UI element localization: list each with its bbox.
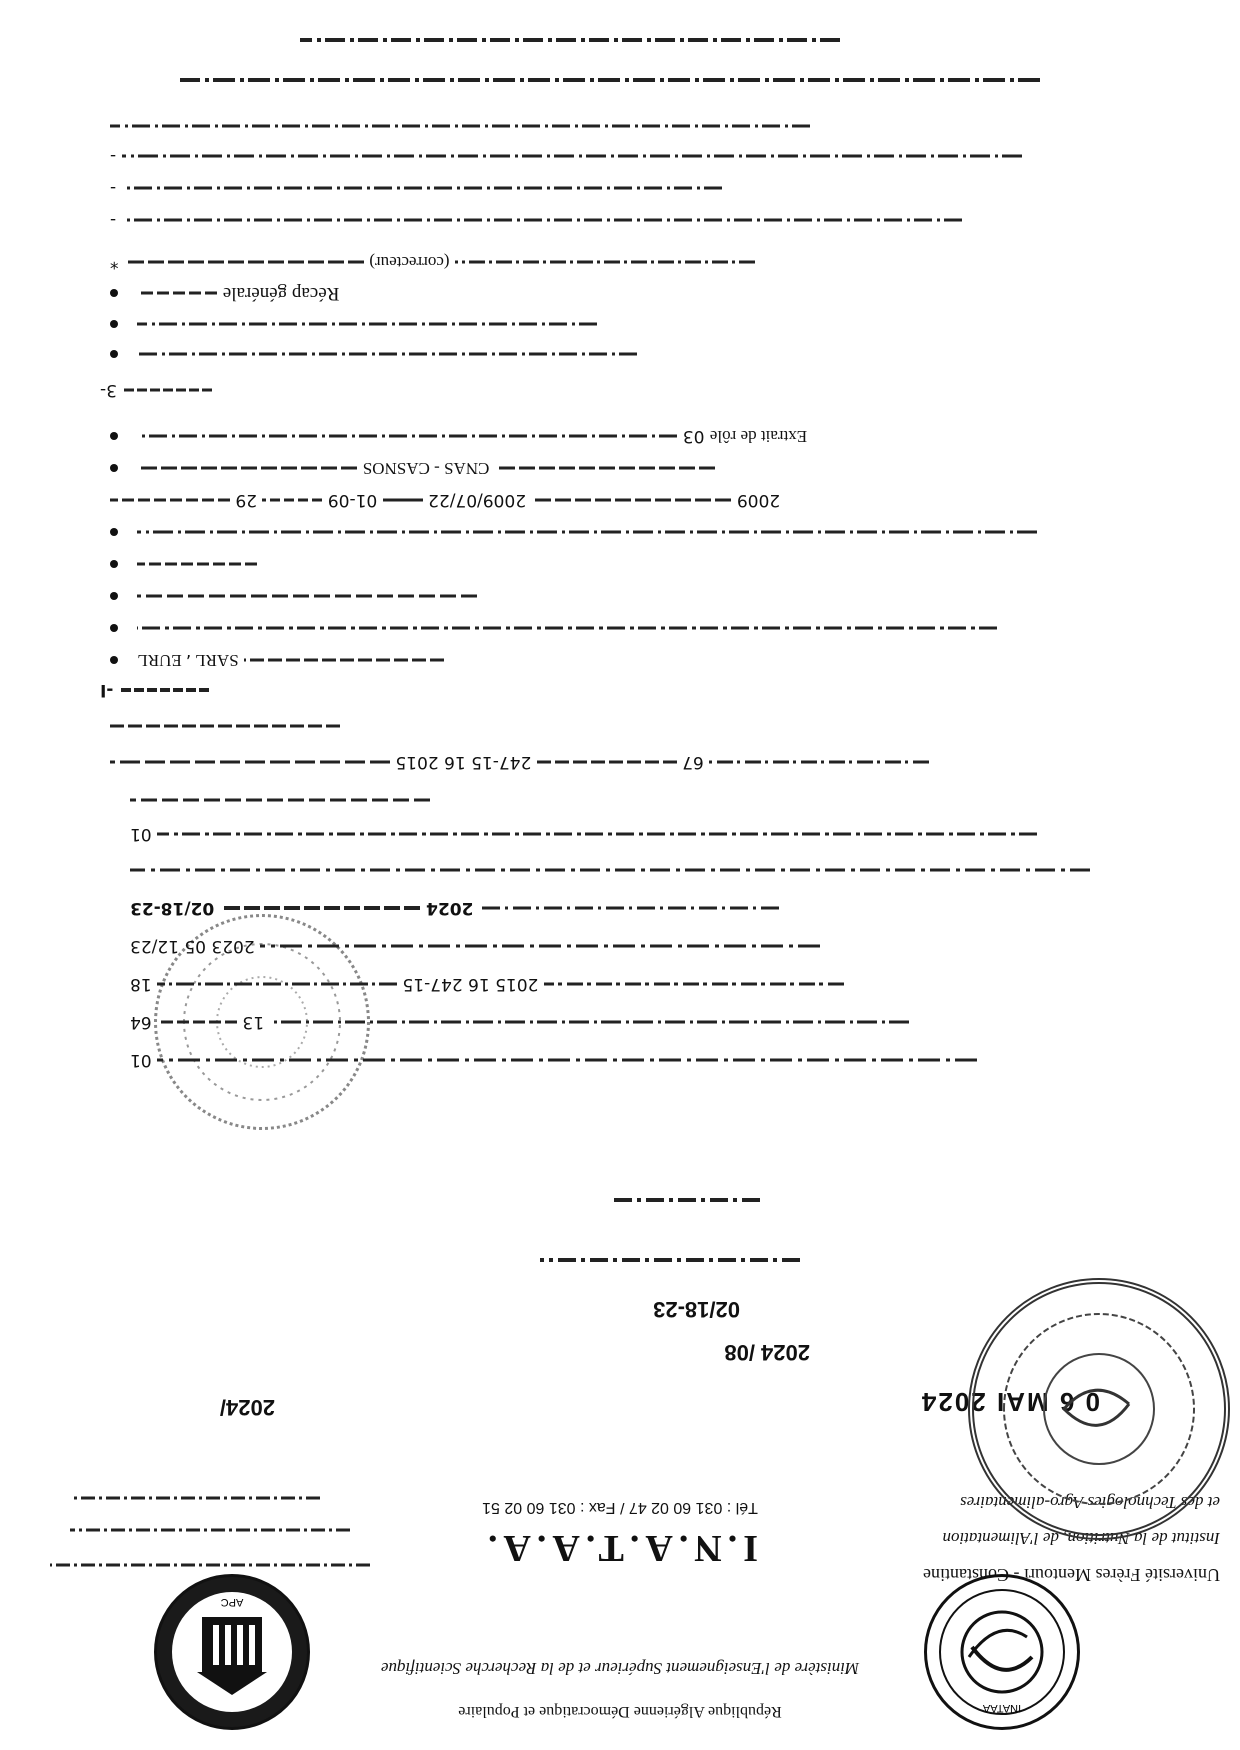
section-3-heading [100, 380, 240, 400]
day-16: 16 [468, 974, 490, 994]
arabic-scribble-aa [137, 428, 677, 444]
body-line-2009 [110, 490, 1110, 510]
body-line-4 [130, 936, 1110, 956]
arabic-scribble-ee [137, 285, 217, 301]
arabic-scribble-g [479, 900, 779, 916]
university-name: Université Frères Mentouri - Constantine [923, 1565, 1220, 1585]
logo-left-label: INATAA [982, 1702, 1022, 1714]
body-line-5 [130, 898, 1110, 918]
article-67: 67 [682, 752, 704, 772]
title-line-1 [180, 70, 1060, 90]
correcteur-text: (correcteur) [369, 253, 450, 272]
bullet-icon [110, 432, 118, 440]
arabic-scribble-k [110, 754, 390, 770]
date-year: 2024/ [219, 1395, 275, 1420]
arabic-scribble-j [130, 792, 430, 808]
arabic-scribble-dd [137, 316, 597, 332]
bullet-item-cnas [110, 458, 1110, 478]
bullet-item-4 [110, 554, 1110, 574]
arabic-scribble-e [260, 938, 820, 954]
stamp-seal-icon [974, 1284, 1224, 1534]
stamp-date: 0 6 MAI 2024 [919, 1387, 1100, 1417]
decree-247: 247-15 [402, 974, 463, 994]
art-18: 18 [130, 974, 152, 994]
dash-item-1 [110, 210, 1110, 230]
arabic-scribble-l [537, 754, 677, 770]
arabic-scribble-m [709, 754, 929, 770]
body-line-10 [110, 716, 360, 736]
arabic-scribble-u [110, 492, 230, 508]
arabic-scribble-c [157, 976, 397, 992]
date-12-23: 12/23 [130, 936, 179, 956]
bullet-item-sarl [110, 650, 1110, 670]
republic-text: République Algérienne Démocratique et Populaire [458, 1703, 782, 1720]
arabic-scribble-w [383, 492, 423, 508]
institute-name-line2: et des Technologies Agro-alimentaires [960, 1493, 1220, 1512]
year-2024: 2024 [426, 898, 474, 918]
arabic-scribble-ff [124, 254, 364, 270]
arabic-scribble-hh [122, 212, 962, 228]
day-16-b: 16 [444, 752, 466, 772]
date-05: 05 [184, 936, 207, 956]
bullet-item-2 [110, 618, 1110, 638]
arabic-scribble-a [157, 1014, 237, 1030]
bullet-item-b [110, 314, 1110, 334]
bullet-item-extrait [110, 426, 1110, 446]
bullet-icon [110, 320, 118, 328]
arabic-scribble-z [495, 460, 715, 476]
arabic-scribble-cc [137, 346, 637, 362]
arabic-scribble-gg [455, 254, 755, 270]
year-2015: 2015 [495, 974, 539, 994]
art-01b: 01 [130, 1050, 152, 1070]
logo-right-label: APC [220, 1596, 244, 1608]
art-01: 01 [130, 824, 152, 844]
ministry-line [330, 1658, 910, 1678]
phone-fax: Tél : 031 60 02 47 / Fax : 031 60 02 51 [482, 1499, 758, 1516]
arabic-scribble-h [130, 862, 1090, 878]
extrait-text: Extrait de rôle [709, 427, 808, 446]
arabic-scribble-v [262, 492, 322, 508]
arabic-scribble-d [544, 976, 844, 992]
arabic-scribble-x [531, 492, 731, 508]
arabic-scribble-bb [122, 382, 212, 398]
bullet-icon [110, 592, 118, 600]
arabic-scribble-t [137, 524, 1037, 540]
ministry-text: Ministère de l'Enseignement Supérieur et de la Recherche Scientifique [380, 1659, 860, 1678]
bullet-item-a [110, 344, 1110, 364]
cnas-text: CNAS - CASNOS [362, 459, 490, 478]
bullet-item-recap [110, 282, 1110, 304]
body-line-8 [130, 790, 460, 810]
arabic-scribble-o [119, 682, 209, 698]
body-line-3 [130, 974, 1110, 994]
signature-block [440, 1166, 820, 1280]
bullet-icon [110, 350, 118, 358]
reference-number: 2024 /08 [724, 1340, 810, 1365]
arabic-scribble-s [137, 556, 257, 572]
arabic-script-scribble [157, 1052, 977, 1068]
dash-icon: - [110, 146, 117, 166]
arabic-header-block [30, 1486, 380, 1580]
arabic-header-scribble [30, 1490, 380, 1580]
dash-icon: - [110, 210, 117, 230]
official-stamp [968, 1278, 1230, 1540]
arabic-scribble-ii [122, 180, 722, 196]
law-13: 13 [242, 1012, 265, 1032]
body-line-1 [130, 1050, 1110, 1070]
arabic-scribble-jj [122, 148, 1022, 164]
institute-acronym: I.N.A.T.A.A. [481, 1527, 759, 1569]
arabic-scribble-kk [110, 118, 810, 134]
bullet-item-3 [110, 586, 1110, 606]
law-num-29: 29 [235, 490, 258, 510]
arabic-scribble-y [137, 460, 357, 476]
bullet-icon [110, 528, 118, 536]
signature-scribble [440, 1170, 820, 1280]
extrait-years: 03 [682, 426, 705, 446]
arabic-scribble-p [244, 652, 444, 668]
republic-line [330, 1702, 910, 1720]
institute-name-line1: Institut de la Nutrition, de l'Alimentation [942, 1529, 1220, 1548]
institute-logo [924, 1574, 1080, 1730]
body-line-last [110, 116, 1110, 136]
municipal-logo [154, 1574, 310, 1730]
dash-item-2 [110, 178, 1110, 198]
bullet-icon [110, 464, 118, 472]
title-line-2 [300, 30, 860, 50]
bullet-item-5 [110, 522, 1110, 542]
section-1-heading [100, 680, 240, 700]
decree-number: 02/18-23 [653, 1297, 740, 1322]
body-line-2 [130, 1012, 1110, 1032]
arabic-scribble-q [137, 620, 997, 636]
section-3-label: -3 [100, 380, 117, 400]
building-emblem-icon [157, 1577, 307, 1727]
decree-247-b: 247-15 [471, 752, 532, 772]
arabic-scribble-f [220, 900, 420, 916]
body-line-6 [130, 860, 1110, 880]
arabic-title-scribble-2 [300, 31, 840, 49]
decree-ref: 02/18-23 [130, 898, 215, 918]
bullet-icon [110, 656, 118, 664]
recap-text: Récap générale [222, 283, 340, 304]
body-line-9 [110, 752, 1110, 772]
bullet-item-correcteur [110, 252, 1110, 272]
sarl-text: SARL ، EURL [137, 651, 239, 670]
law-64: 64 [130, 1012, 152, 1032]
law-ref-01-09: 01-09 [327, 490, 378, 510]
section-1-label: I- [100, 680, 114, 700]
arabic-scribble-i [157, 826, 1037, 842]
bullet-icon [110, 624, 118, 632]
year-2009: 2009 [736, 490, 781, 510]
arabic-title-scribble-1 [180, 71, 1040, 89]
logo-emblem-icon [927, 1577, 1077, 1727]
date-2009-07-22: 2009/07/22 [428, 490, 527, 510]
arabic-scribble-b [270, 1014, 910, 1030]
arabic-scribble-r [137, 588, 477, 604]
asterisk-icon: * [110, 252, 119, 272]
bullet-icon [110, 560, 118, 568]
body-line-7 [130, 824, 1110, 844]
dash-item-3 [110, 146, 1110, 166]
dash-icon: - [110, 178, 117, 198]
bullet-icon [110, 289, 118, 297]
year-2015-b: 2015 [395, 752, 439, 772]
year-2023: 2023 [211, 936, 255, 956]
arabic-scribble-n [110, 718, 340, 734]
